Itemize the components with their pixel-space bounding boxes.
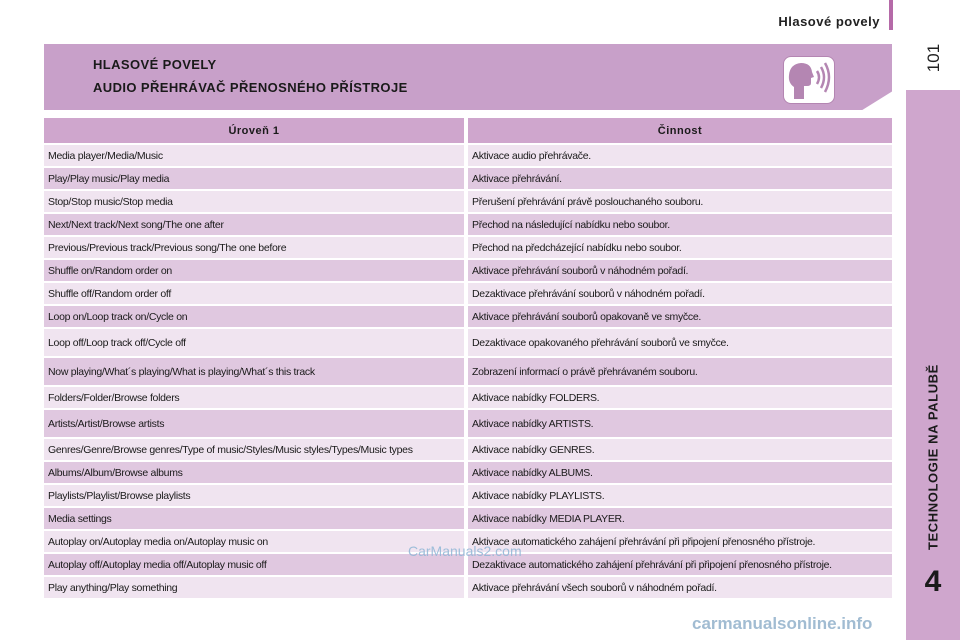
running-head: Hlasové povely	[778, 14, 880, 29]
command-cell: Play anything/Play something	[44, 577, 468, 598]
header-rule	[889, 0, 893, 30]
table-row	[44, 485, 892, 506]
action-cell: Aktivace nabídky ALBUMS.	[468, 462, 892, 483]
action-cell: Aktivace audio přehrávače.	[468, 145, 892, 166]
action-cell: Přerušení přehrávání právě poslouchaného souboru.	[468, 191, 892, 212]
section-subtitle: AUDIO PŘEHRÁVAČ PŘENOSNÉHO PŘÍSTROJE	[93, 80, 408, 95]
command-cell: Folders/Folder/Browse folders	[44, 387, 468, 408]
action-cell: Dezaktivace opakovaného přehrávání souborů ve smyčce.	[468, 329, 892, 356]
command-cell: Play/Play music/Play media	[44, 168, 468, 189]
action-cell: Zobrazení informací o právě přehrávaném souboru.	[468, 358, 892, 385]
table-row	[44, 439, 892, 460]
voice-command-table	[44, 116, 892, 600]
command-cell: Shuffle off/Random order off	[44, 283, 468, 304]
table-row	[44, 145, 892, 166]
action-cell: Aktivace přehrávání všech souborů v náhodném pořadí.	[468, 577, 892, 598]
action-cell: Přechod na předcházející nabídku nebo soubor.	[468, 237, 892, 258]
action-cell: Dezaktivace přehrávání souborů v náhodném pořadí.	[468, 283, 892, 304]
action-cell: Aktivace nabídky ARTISTS.	[468, 410, 892, 437]
command-cell: Media player/Media/Music	[44, 145, 468, 166]
command-cell: Loop on/Loop track on/Cycle on	[44, 306, 468, 327]
head-speaking-icon	[784, 57, 834, 103]
column-header-action: Činnost	[468, 118, 892, 143]
column-header-level: Úroveň 1	[44, 118, 468, 143]
section-title: HLASOVÉ POVELY	[93, 57, 217, 72]
table-row	[44, 283, 892, 304]
action-cell: Přechod na následující nabídku nebo soubor.	[468, 214, 892, 235]
chapter-number: 4	[924, 565, 942, 598]
action-cell: Aktivace automatického zahájení přehrávání při připojení přenosného přístroje.	[468, 531, 892, 552]
action-cell: Aktivace nabídky GENRES.	[468, 439, 892, 460]
action-cell: Aktivace nabídky MEDIA PLAYER.	[468, 508, 892, 529]
table-row	[44, 237, 892, 258]
table-row	[44, 387, 892, 408]
table-row	[44, 306, 892, 327]
action-cell: Aktivace nabídky FOLDERS.	[468, 387, 892, 408]
table-row	[44, 410, 892, 437]
action-cell: Aktivace přehrávání souborů v náhodném pořadí.	[468, 260, 892, 281]
command-cell: Loop off/Loop track off/Cycle off	[44, 329, 468, 356]
command-cell: Playlists/Playlist/Browse playlists	[44, 485, 468, 506]
command-cell: Artists/Artist/Browse artists	[44, 410, 468, 437]
table-row	[44, 329, 892, 356]
table-row	[44, 462, 892, 483]
table-row	[44, 358, 892, 385]
command-cell: Autoplay on/Autoplay media on/Autoplay music on	[44, 531, 468, 552]
command-cell: Shuffle on/Random order on	[44, 260, 468, 281]
action-cell: Dezaktivace automatického zahájení přehrávání při připojení přenosného přístroje.	[468, 554, 892, 575]
command-cell: Previous/Previous track/Previous song/The one before	[44, 237, 468, 258]
command-cell: Autoplay off/Autoplay media off/Autoplay music off	[44, 554, 468, 575]
table-header-row	[44, 118, 892, 143]
action-cell: Aktivace přehrávání souborů opakovaně ve smyčce.	[468, 306, 892, 327]
table-row	[44, 508, 892, 529]
table-row	[44, 214, 892, 235]
table-row	[44, 168, 892, 189]
action-cell: Aktivace nabídky PLAYLISTS.	[468, 485, 892, 506]
voice-command-icon	[783, 56, 835, 104]
table-row	[44, 260, 892, 281]
command-cell: Next/Next track/Next song/The one after	[44, 214, 468, 235]
chapter-title: TECHNOLOGIE NA PALUBĚ	[925, 364, 941, 550]
command-cell: Now playing/What´s playing/What is playing/What´s this track	[44, 358, 468, 385]
command-cell: Genres/Genre/Browse genres/Type of music/Styles/Music styles/Types/Music types	[44, 439, 468, 460]
command-cell: Stop/Stop music/Stop media	[44, 191, 468, 212]
table-row	[44, 191, 892, 212]
action-cell: Aktivace přehrávání.	[468, 168, 892, 189]
command-cell: Media settings	[44, 508, 468, 529]
table-row	[44, 577, 892, 598]
watermark-carmanualsonline: carmanualsonline.info	[692, 614, 873, 633]
watermark-carmanuals2: CarManuals2.com	[408, 543, 522, 559]
section-header-panel	[44, 44, 892, 110]
page-number: 101	[924, 43, 944, 73]
command-cell: Albums/Album/Browse albums	[44, 462, 468, 483]
